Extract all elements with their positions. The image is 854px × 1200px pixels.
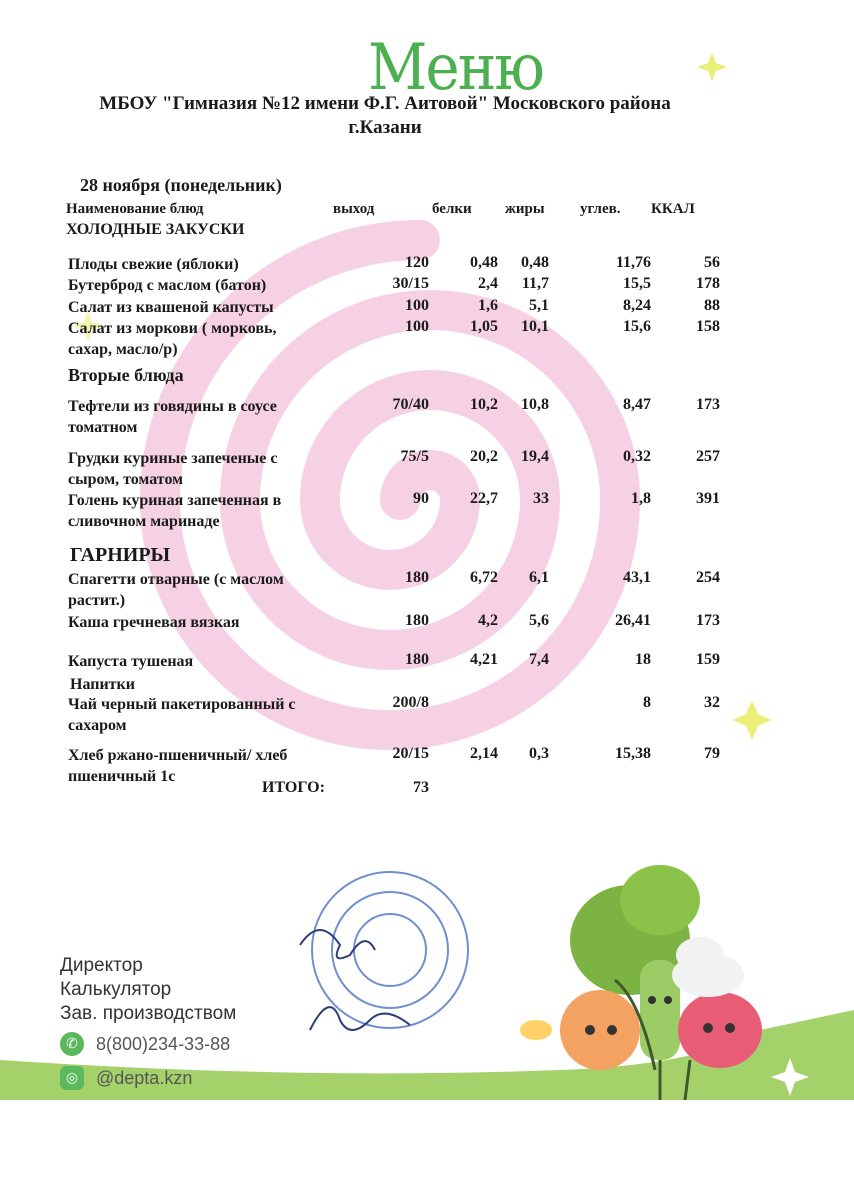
dish-name: Каша гречневая вязкая xyxy=(68,614,240,631)
footer-instagram[interactable]: @depta.kzn xyxy=(96,1068,193,1088)
dish-kcal: 79 xyxy=(704,745,720,762)
dish-carb: 43,1 xyxy=(623,569,651,586)
footer-director: Директор xyxy=(60,955,143,976)
dish-protein: 0,48 xyxy=(470,254,498,271)
dish-out: 30/15 xyxy=(392,275,429,292)
dish-name: Чай черный пакетированный с сахаром xyxy=(68,696,296,734)
dish-out: 100 xyxy=(405,297,429,314)
dish-name: Хлеб ржано-пшеничный/ хлеб пшеничный 1с xyxy=(68,747,288,785)
header-carb: углев. xyxy=(580,201,621,217)
dish-out: 90 xyxy=(413,490,429,507)
dish-carb: 15,38 xyxy=(615,745,651,762)
dish-fat: 0,48 xyxy=(521,254,549,271)
dish-name: Грудки куриные запеченые с сыром, томатом xyxy=(68,450,278,488)
dish-fat: 5,6 xyxy=(529,612,549,629)
footer-production: Зав. производством xyxy=(60,1003,237,1024)
dish-protein: 2,14 xyxy=(470,745,498,762)
dish-carb: 11,76 xyxy=(615,254,651,271)
dish-carb: 8,47 xyxy=(623,396,651,413)
phone-icon: ✆ xyxy=(60,1032,84,1056)
dish-name: Салат из моркови ( морковь, сахар, масло/р) xyxy=(68,320,277,358)
dish-protein: 1,6 xyxy=(478,297,498,314)
dish-fat: 7,4 xyxy=(529,651,549,668)
dish-fat: 10,1 xyxy=(521,318,549,335)
dish-name: Спагетти отварные (с маслом растит.) xyxy=(68,571,284,609)
footer-phone[interactable]: 8(800)234-33-88 xyxy=(96,1034,231,1054)
header-out: выход xyxy=(333,201,375,217)
dish-carb: 0,32 xyxy=(623,448,651,465)
total-label: ИТОГО: xyxy=(262,779,325,796)
footer-calculator: Калькулятор xyxy=(60,979,172,1000)
dish-out: 75/5 xyxy=(400,448,429,465)
dish-carb: 15,6 xyxy=(623,318,651,335)
dish-kcal: 257 xyxy=(696,448,720,465)
dish-protein: 10,2 xyxy=(470,396,498,413)
dish-name: Салат из квашеной капусты xyxy=(68,299,274,316)
school-line-1: МБОУ "Гимназия №12 имени Ф.Г. Аитовой" Московского района xyxy=(99,93,671,114)
dish-kcal: 173 xyxy=(696,396,720,413)
dish-name: Бутерброд с маслом (батон) xyxy=(68,277,267,294)
star-right xyxy=(732,700,772,740)
menu-date: 28 ноября (понедельник) xyxy=(80,175,282,195)
dish-protein: 2,4 xyxy=(478,275,498,292)
school-title xyxy=(0,92,770,140)
dish-carb: 18 xyxy=(635,651,651,668)
dish-out: 200/8 xyxy=(392,694,429,711)
header-name: Наименование блюд xyxy=(66,201,204,217)
dish-protein: 6,72 xyxy=(470,569,498,586)
dish-protein: 1,05 xyxy=(470,318,498,335)
dish-kcal: 158 xyxy=(696,318,720,335)
dish-out: 180 xyxy=(405,612,429,629)
dish-fat: 0,3 xyxy=(529,745,549,762)
total-value: 73 xyxy=(413,779,429,796)
dish-kcal: 178 xyxy=(696,275,720,292)
dish-fat: 6,1 xyxy=(529,569,549,586)
dish-kcal: 32 xyxy=(704,694,720,711)
dish-fat: 19,4 xyxy=(521,448,549,465)
dish-out: 70/40 xyxy=(392,396,429,413)
dish-out: 100 xyxy=(405,318,429,335)
dish-kcal: 56 xyxy=(704,254,720,271)
dish-kcal: 173 xyxy=(696,612,720,629)
dish-kcal: 254 xyxy=(696,569,720,586)
dish-carb: 26,41 xyxy=(615,612,651,629)
dish-carb: 15,5 xyxy=(623,275,651,292)
dish-protein: 4,21 xyxy=(470,651,498,668)
header-protein: белки xyxy=(432,201,472,217)
section-cold: ХОЛОДНЫЕ ЗАКУСКИ xyxy=(66,221,245,238)
dish-fat: 33 xyxy=(533,490,549,507)
dish-out: 120 xyxy=(405,254,429,271)
dish-kcal: 88 xyxy=(704,297,720,314)
menu-logo: Меню xyxy=(368,29,543,105)
header-kcal: ККАЛ xyxy=(651,201,695,217)
section-garnish: ГАРНИРЫ xyxy=(70,544,171,566)
instagram-icon: ◎ xyxy=(60,1066,84,1090)
header-fat: жиры xyxy=(505,201,545,217)
dish-carb: 8 xyxy=(643,694,651,711)
official-stamp xyxy=(312,872,468,1028)
school-line-2: г.Казани xyxy=(348,117,422,138)
dish-protein: 22,7 xyxy=(470,490,498,507)
dish-protein: 20,2 xyxy=(470,448,498,465)
dish-name: Тефтели из говядины в соусе томатном xyxy=(68,398,277,436)
dish-carb: 1,8 xyxy=(631,490,651,507)
dish-carb: 8,24 xyxy=(623,297,651,314)
dish-name: Капуста тушеная xyxy=(68,653,194,670)
dish-name: Плоды свежие (яблоки) xyxy=(68,256,239,273)
star-top-right xyxy=(697,52,727,82)
dish-name: Голень куриная запеченная в сливочном маринаде xyxy=(68,492,282,530)
dish-out: 180 xyxy=(405,651,429,668)
dish-out: 180 xyxy=(405,569,429,586)
dish-fat: 10,8 xyxy=(521,396,549,413)
dish-kcal: 159 xyxy=(696,651,720,668)
dish-protein: 4,2 xyxy=(478,612,498,629)
dish-fat: 11,7 xyxy=(521,275,549,292)
dish-kcal: 391 xyxy=(696,490,720,507)
dish-fat: 5,1 xyxy=(529,297,549,314)
section-drinks: Напитки xyxy=(70,676,135,693)
dish-out: 20/15 xyxy=(392,745,429,762)
section-second: Вторые блюда xyxy=(68,365,184,385)
